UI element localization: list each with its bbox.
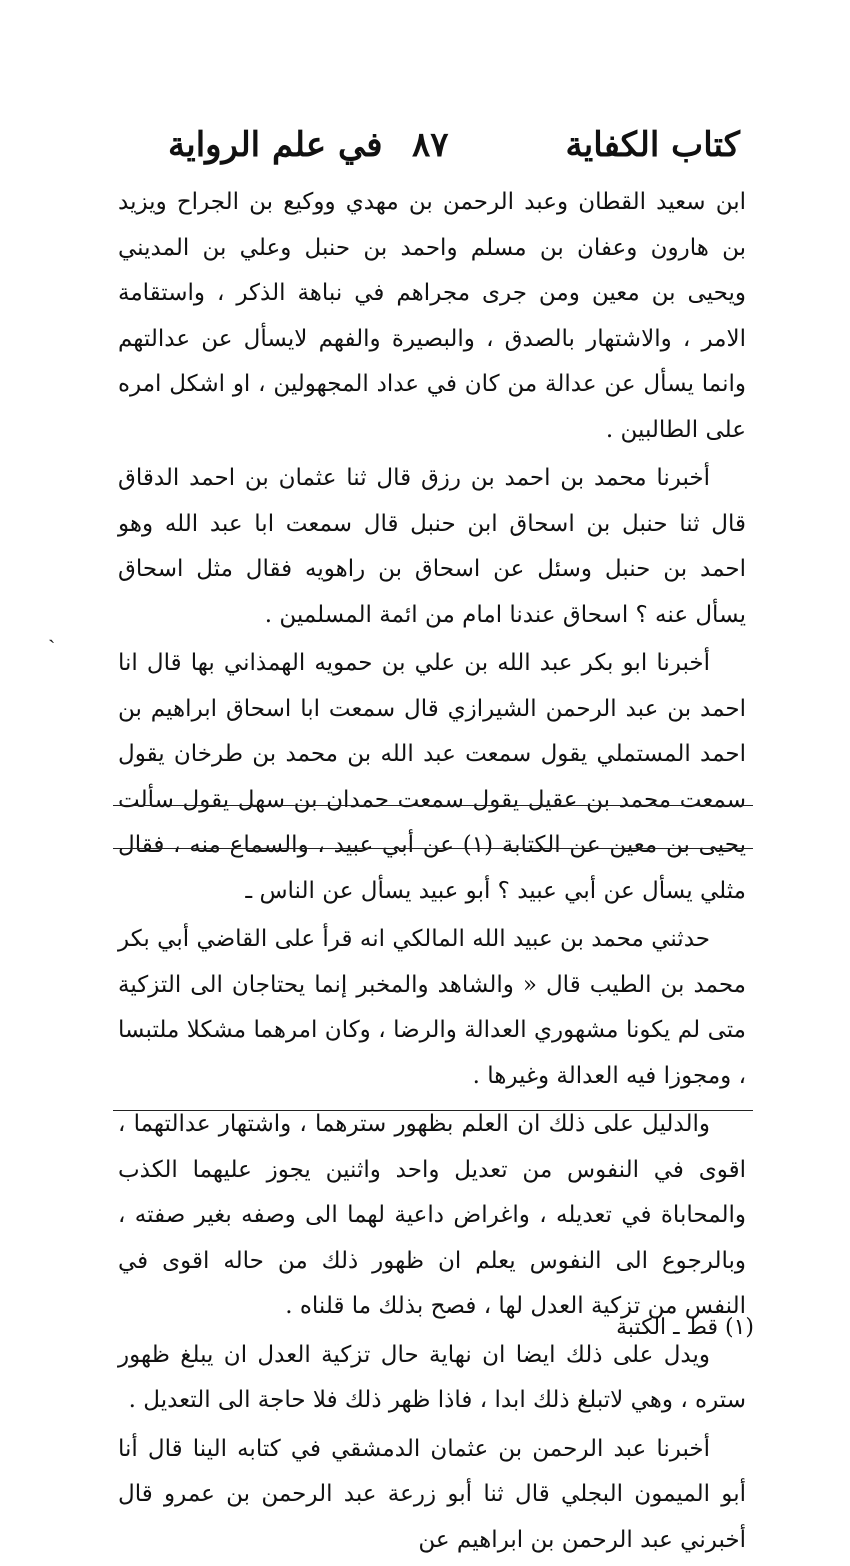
page-number: ٨٧ bbox=[412, 125, 449, 165]
paragraph-6: ويدل على ذلك ايضا ان نهاية حال تزكية العدل ان يبلغ ظهور ستره ، وهي لاتبلغ ذلك ابدا ، فاذا ظهر ذلك فلا حاجة الى التعديل . bbox=[118, 1341, 746, 1413]
header-section-title: في علم الرواية bbox=[168, 125, 383, 165]
paragraph-3: أخبرنا ابو بكر عبد الله بن علي بن حمويه الهمذاني بها قال انا احمد بن عبد الرحمن الشيرازي قال سمعت ابا اسحاق ابراهيم بن احمد المستملي يقول سمعت عبد الله بن محمد بن طرخان يقول سمعت محمد بن عقيل يقول سمعت حمدان بن سهل يقول سألت يحيى بن معين عن الكتابة (١) عن أبي عبيد ، والسماع منه ، فقال مثلي يسأل عن أبي عبيد ؟ أبو عبيد يسأل عن الناس ـ bbox=[118, 650, 746, 904]
underline-rule bbox=[113, 848, 753, 849]
paragraph-1: ابن سعيد القطان وعبد الرحمن بن مهدي ووكيع بن الجراح ويزيد بن هارون وعفان بن مسلم واحمد بن حنبل وعلي بن المديني ويحيى بن معين ومن جرى مجراهم في نباهة الذكر ، واستقامة الامر ، والاشتهار بالصدق ، والبصيرة والفهم لايسأل عن عدالتهم وانما يسأل عن عدالة من كان في عداد المجهولين ، او اشكل امره على الطالبين . bbox=[118, 189, 746, 443]
underline-rule bbox=[113, 805, 753, 806]
paragraph-5: والدليل على ذلك ان العلم بظهور سترهما ، واشتهار عدالتهما ، اقوى في النفوس من تعديل واحد واثنين يجوز عليهما الكذب والمحاباة في تعديله ، واغراض داعية لهما الى وصفه بغير صفته ، وبالرجوع الى النفوس يعلم ان ظهور ذلك من حاله اقوى في النفس من تزكية العدل لها ، فصح بذلك ما قلناه . bbox=[118, 1111, 747, 1319]
footnote: (١) قط ـ الكتبة bbox=[616, 1315, 754, 1340]
header-book-title: كتاب الكفاية bbox=[565, 125, 740, 165]
underline-rule bbox=[113, 1110, 753, 1111]
paragraph-4: حدثني محمد بن عبيد الله المالكي انه قرأ على القاضي أبي بكر محمد بن الطيب قال « والشاهد والمخبر إنما يحتاجان الى التزكية متى لم يكونا مشهوري العدالة والرضا ، وكان امرهما مشكلا ملتبسا ، ومجوزا فيه العدالة وغيرها . bbox=[118, 926, 746, 1089]
running-header bbox=[0, 120, 850, 180]
margin-tick-mark: ˏ bbox=[48, 619, 56, 644]
paragraph-2: أخبرنا محمد بن احمد بن رزق قال ثنا عثمان بن احمد الدقاق قال ثنا حنبل بن اسحاق ابن حنبل قال سمعت ابا عبد الله وهو احمد بن حنبل وسئل عن اسحاق بن راهويه فقال مثل اسحاق يسأل عنه ؟ اسحاق عندنا امام من ائمة المسلمين . bbox=[118, 465, 746, 628]
body-text bbox=[118, 180, 746, 1566]
paragraph-7: أخبرنا عبد الرحمن بن عثمان الدمشقي في كتابه الينا قال أنا أبو الميمون البجلي قال ثنا أبو زرعة عبد الرحمن بن عمرو قال أخبرني عبد الرحمن بن ابراهيم عن bbox=[118, 1435, 746, 1553]
